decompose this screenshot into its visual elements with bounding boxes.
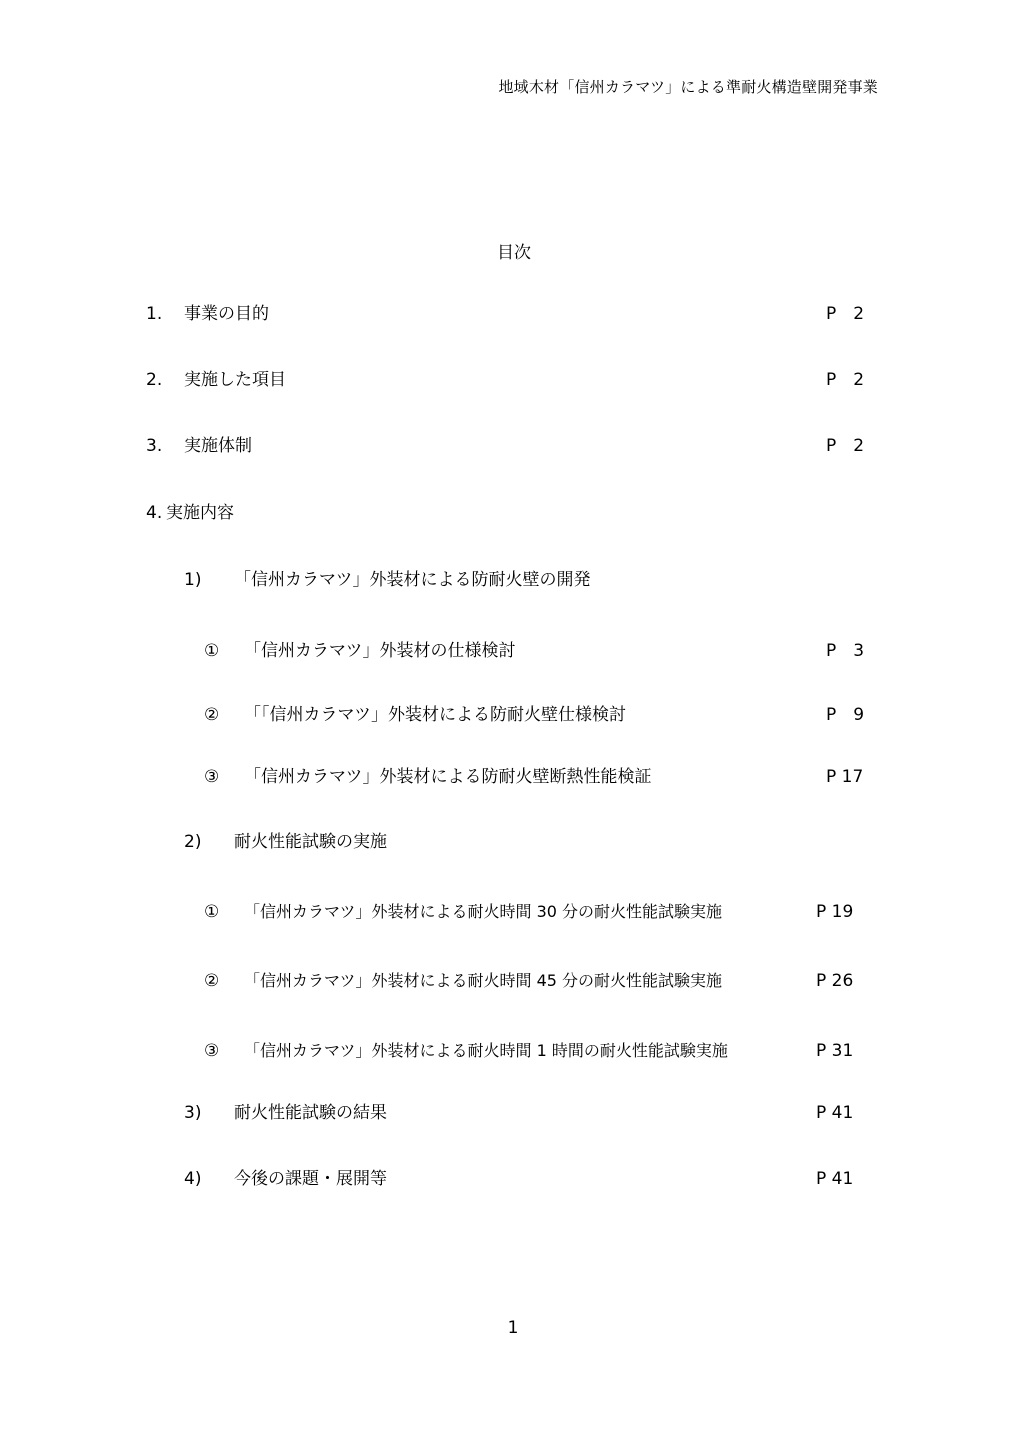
toc-title: 目次	[497, 243, 531, 263]
toc-entry	[184, 1101, 870, 1125]
toc-entry	[146, 368, 870, 392]
toc-entry-number: 2)	[184, 832, 202, 852]
toc-entry	[204, 703, 870, 727]
toc-entry-number: 3.	[146, 436, 163, 456]
toc-entry-page: P 17	[826, 767, 864, 787]
toc-entry-text: 「「信州カラマツ」外装材による防耐火壁仕様検討	[244, 705, 626, 725]
toc-entry-page: P 3	[826, 641, 865, 661]
toc-entry-number: 1)	[184, 570, 202, 590]
toc-entry-page: P 41	[816, 1169, 854, 1189]
toc-entry	[146, 434, 870, 458]
toc-entry-number: 2.	[146, 370, 163, 390]
toc-entry-number: ①	[204, 641, 220, 661]
toc-entry	[204, 969, 870, 993]
toc-entry	[184, 568, 870, 592]
toc-entry-text: 事業の目的	[184, 304, 269, 324]
toc-entry-page: P 26	[816, 971, 854, 991]
toc-entry-text: 「信州カラマツ」外装材による防耐火壁の開発	[234, 570, 591, 590]
toc-entry-text: 実施体制	[184, 436, 252, 456]
toc-entry	[204, 1039, 870, 1063]
toc-entry	[146, 302, 870, 326]
toc-entry-text: 「信州カラマツ」外装材による耐火時間 30 分の耐火性能試験実施	[244, 902, 723, 921]
toc-entry	[204, 900, 870, 924]
toc-entry-page: P 41	[816, 1103, 854, 1123]
toc-entry	[184, 1167, 870, 1191]
toc-entry-number: ②	[204, 705, 220, 725]
toc-entry-text: 耐火性能試験の実施	[234, 832, 387, 852]
toc-entry-number: ①	[204, 902, 220, 922]
toc-entry-page: P 19	[816, 902, 854, 922]
toc-entry-page: P 2	[826, 370, 865, 390]
toc-entry-text: 「信州カラマツ」外装材の仕様検討	[244, 641, 516, 661]
toc-entry-text: 今後の課題・展開等	[234, 1169, 387, 1189]
toc-entry-text: 「信州カラマツ」外装材による耐火時間 45 分の耐火性能試験実施	[244, 971, 723, 990]
toc-entry-number: ③	[204, 1041, 220, 1061]
toc-entry-text: 「信州カラマツ」外装材による防耐火壁断熱性能検証	[244, 767, 652, 787]
toc-entry-page: P 9	[826, 705, 865, 725]
toc-entry-page: P 31	[816, 1041, 854, 1061]
toc-entry	[146, 501, 870, 525]
toc-entry-number: ③	[204, 767, 220, 787]
toc-entry-page: P 2	[826, 304, 865, 324]
toc-entry-number: 4.	[146, 503, 163, 523]
toc-entry-number: 4)	[184, 1169, 202, 1189]
toc-entry-page: P 2	[826, 436, 865, 456]
toc-entry-text: 耐火性能試験の結果	[234, 1103, 387, 1123]
page-number: 1	[507, 1318, 519, 1338]
toc-entry-text: 実施内容	[166, 503, 234, 523]
toc-entry	[184, 830, 870, 854]
toc-entry-text: 「信州カラマツ」外装材による耐火時間 1 時間の耐火性能試験実施	[244, 1041, 728, 1060]
running-header: 地域木材「信州カラマツ」による準耐火構造壁開発事業	[498, 78, 878, 96]
toc-entry-number: ②	[204, 971, 220, 991]
toc-entry	[204, 765, 870, 789]
toc-entry-number: 3)	[184, 1103, 202, 1123]
toc-entry	[204, 639, 870, 663]
toc-entry-text: 実施した項目	[184, 370, 286, 390]
toc-entry-number: 1.	[146, 304, 163, 324]
